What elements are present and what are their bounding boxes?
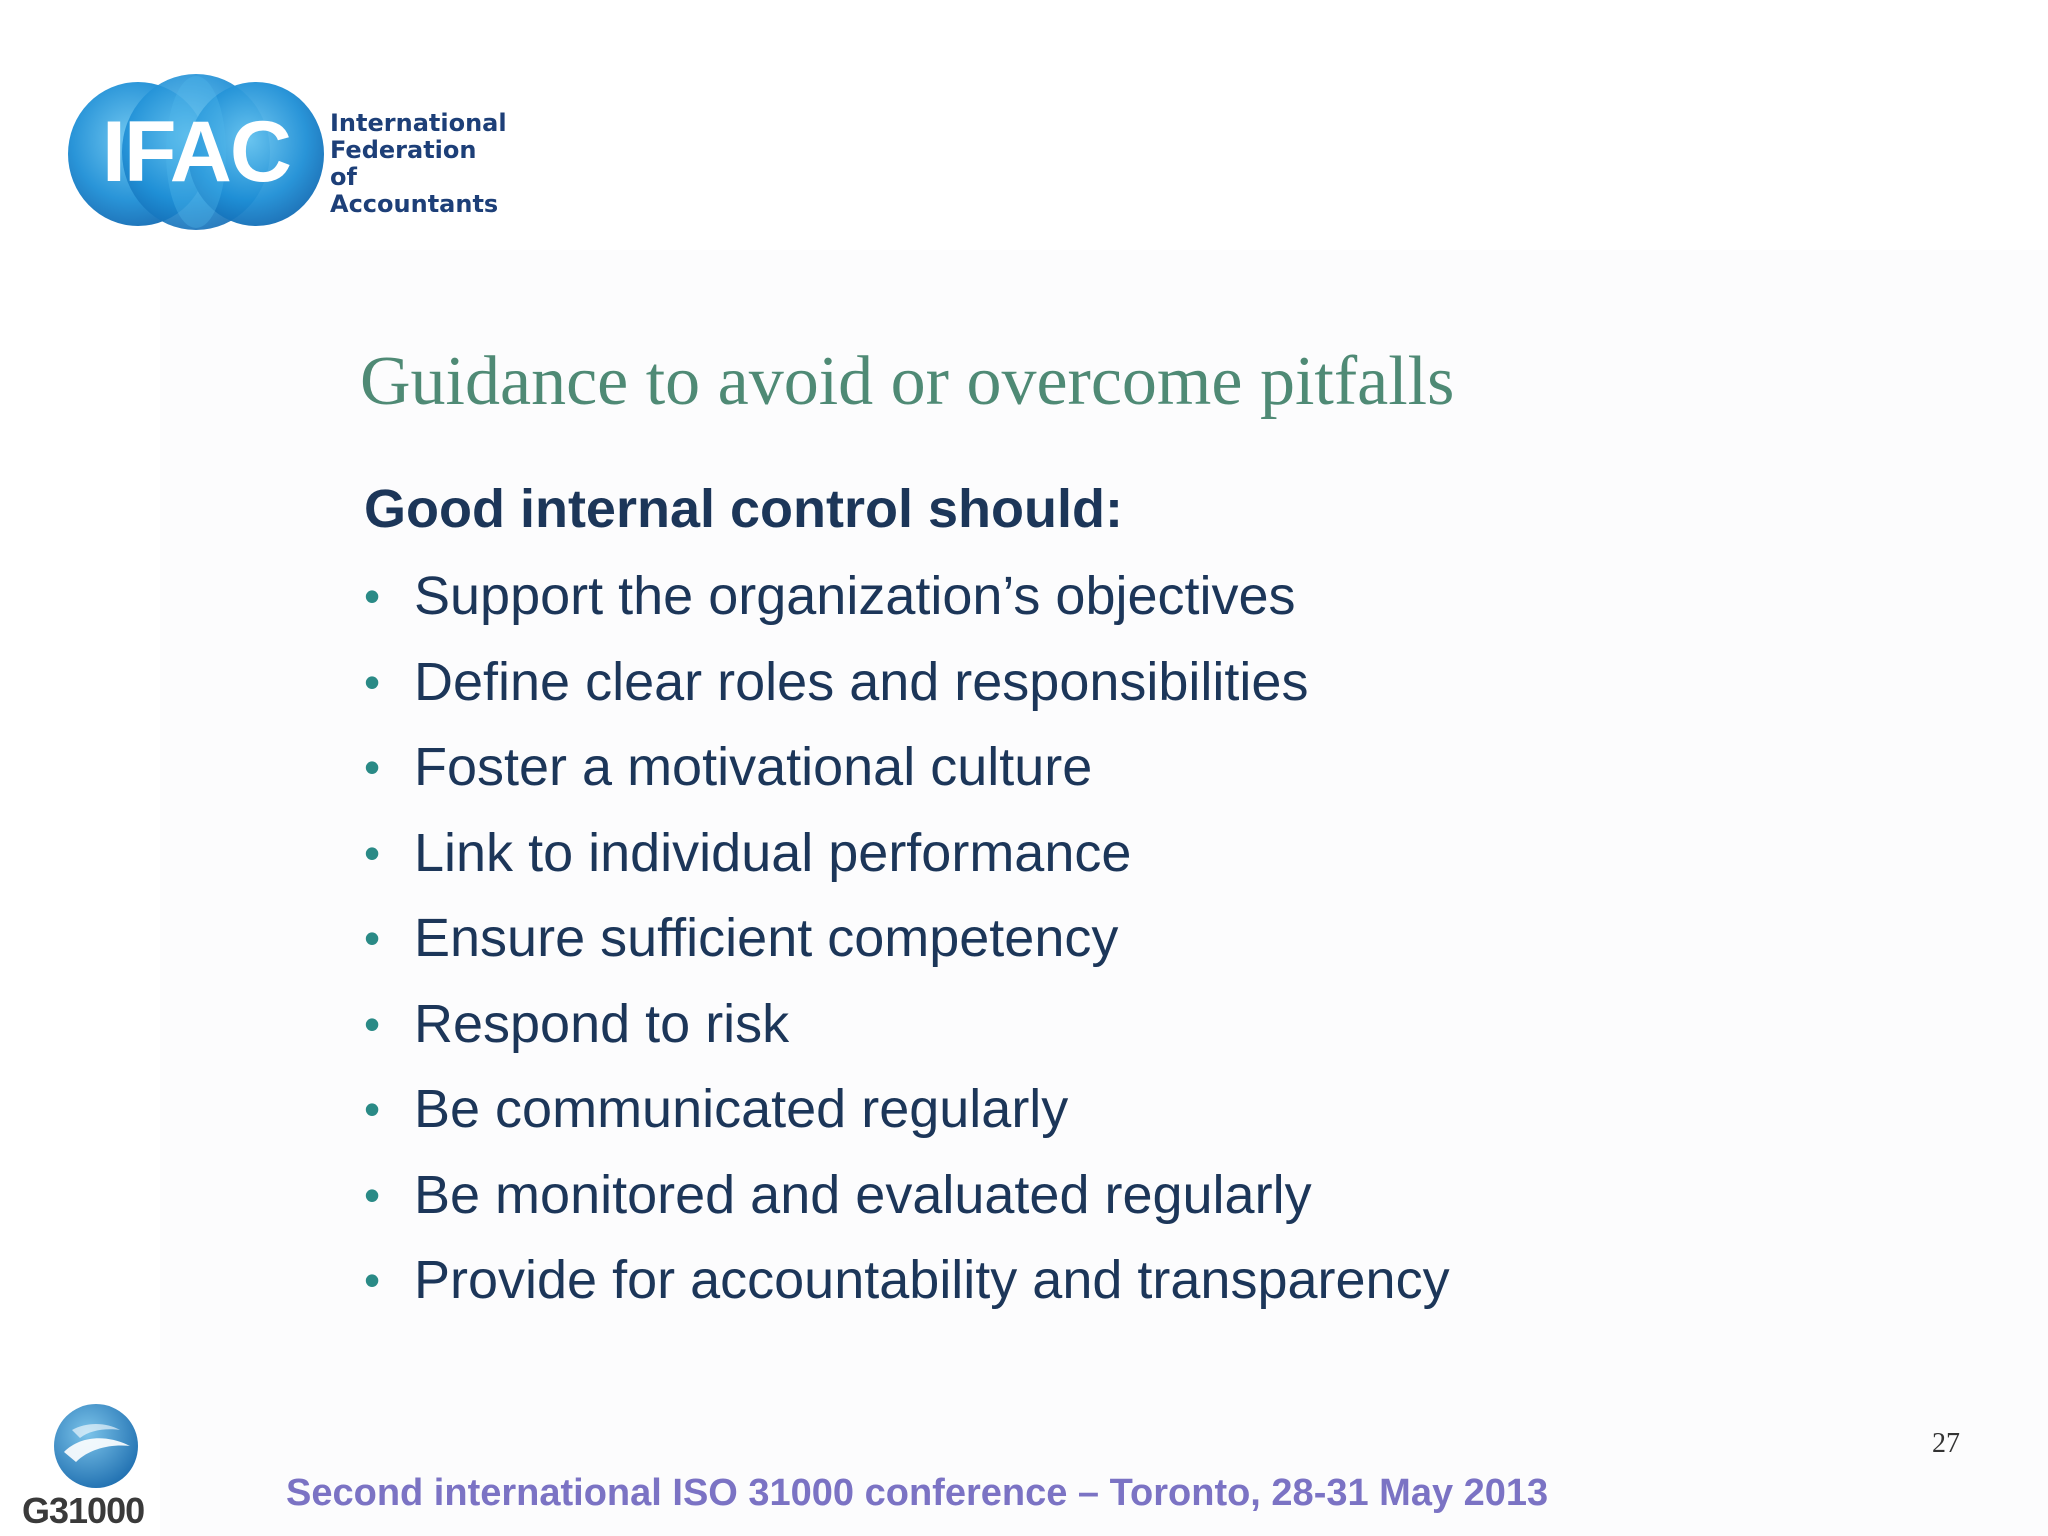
ifac-abbreviation: IFAC <box>102 103 290 200</box>
g31000-logo <box>22 1400 172 1530</box>
list-item-text: Foster a motivational culture <box>414 737 1093 797</box>
conference-footer: Second international ISO 31000 conference – Toronto, 28-31 May 2013 <box>286 1472 1549 1514</box>
slide-background <box>160 250 2048 1536</box>
list-item-text: Be monitored and evaluated regularly <box>414 1164 1312 1225</box>
list-item-text: Provide for accountability and transparency <box>414 1250 1450 1310</box>
bullet-icon: • <box>364 997 381 1050</box>
bullet-icon: • <box>364 1254 381 1306</box>
list-item-text: Be communicated regularly <box>414 1079 1069 1139</box>
ifac-logo-mark <box>66 72 326 232</box>
ifac-name-line: of Accountants <box>330 163 499 218</box>
bullet-icon: • <box>364 655 381 708</box>
bullet-icon: • <box>364 1083 381 1135</box>
list-item-text: Support the organization’s objectives <box>414 566 1296 626</box>
bullet-icon: • <box>364 1168 381 1221</box>
ifac-name-line: Federation <box>330 136 477 164</box>
list-item-text: Respond to risk <box>414 993 790 1054</box>
bullet-icon: • <box>364 741 381 793</box>
bullet-icon: • <box>364 826 381 879</box>
page-number: 27 <box>1932 1428 1960 1459</box>
g31000-logo-text: G31000 <box>22 1490 145 1531</box>
ifac-name-line: International <box>330 109 507 137</box>
bullet-icon: • <box>364 912 381 964</box>
ifac-logo <box>66 72 526 232</box>
slide-title: Guidance to avoid or overcome pitfalls <box>360 343 1455 420</box>
list-item-text: Ensure sufficient competency <box>414 908 1119 968</box>
g31000-globe-icon <box>50 1400 142 1492</box>
bullet-icon: • <box>364 570 381 622</box>
ifac-full-name <box>330 110 526 218</box>
list-item-text: Link to individual performance <box>414 822 1132 883</box>
slide-subheading: Good internal control should: <box>364 479 1123 539</box>
list-item-text: Define clear roles and responsibilities <box>414 651 1309 712</box>
